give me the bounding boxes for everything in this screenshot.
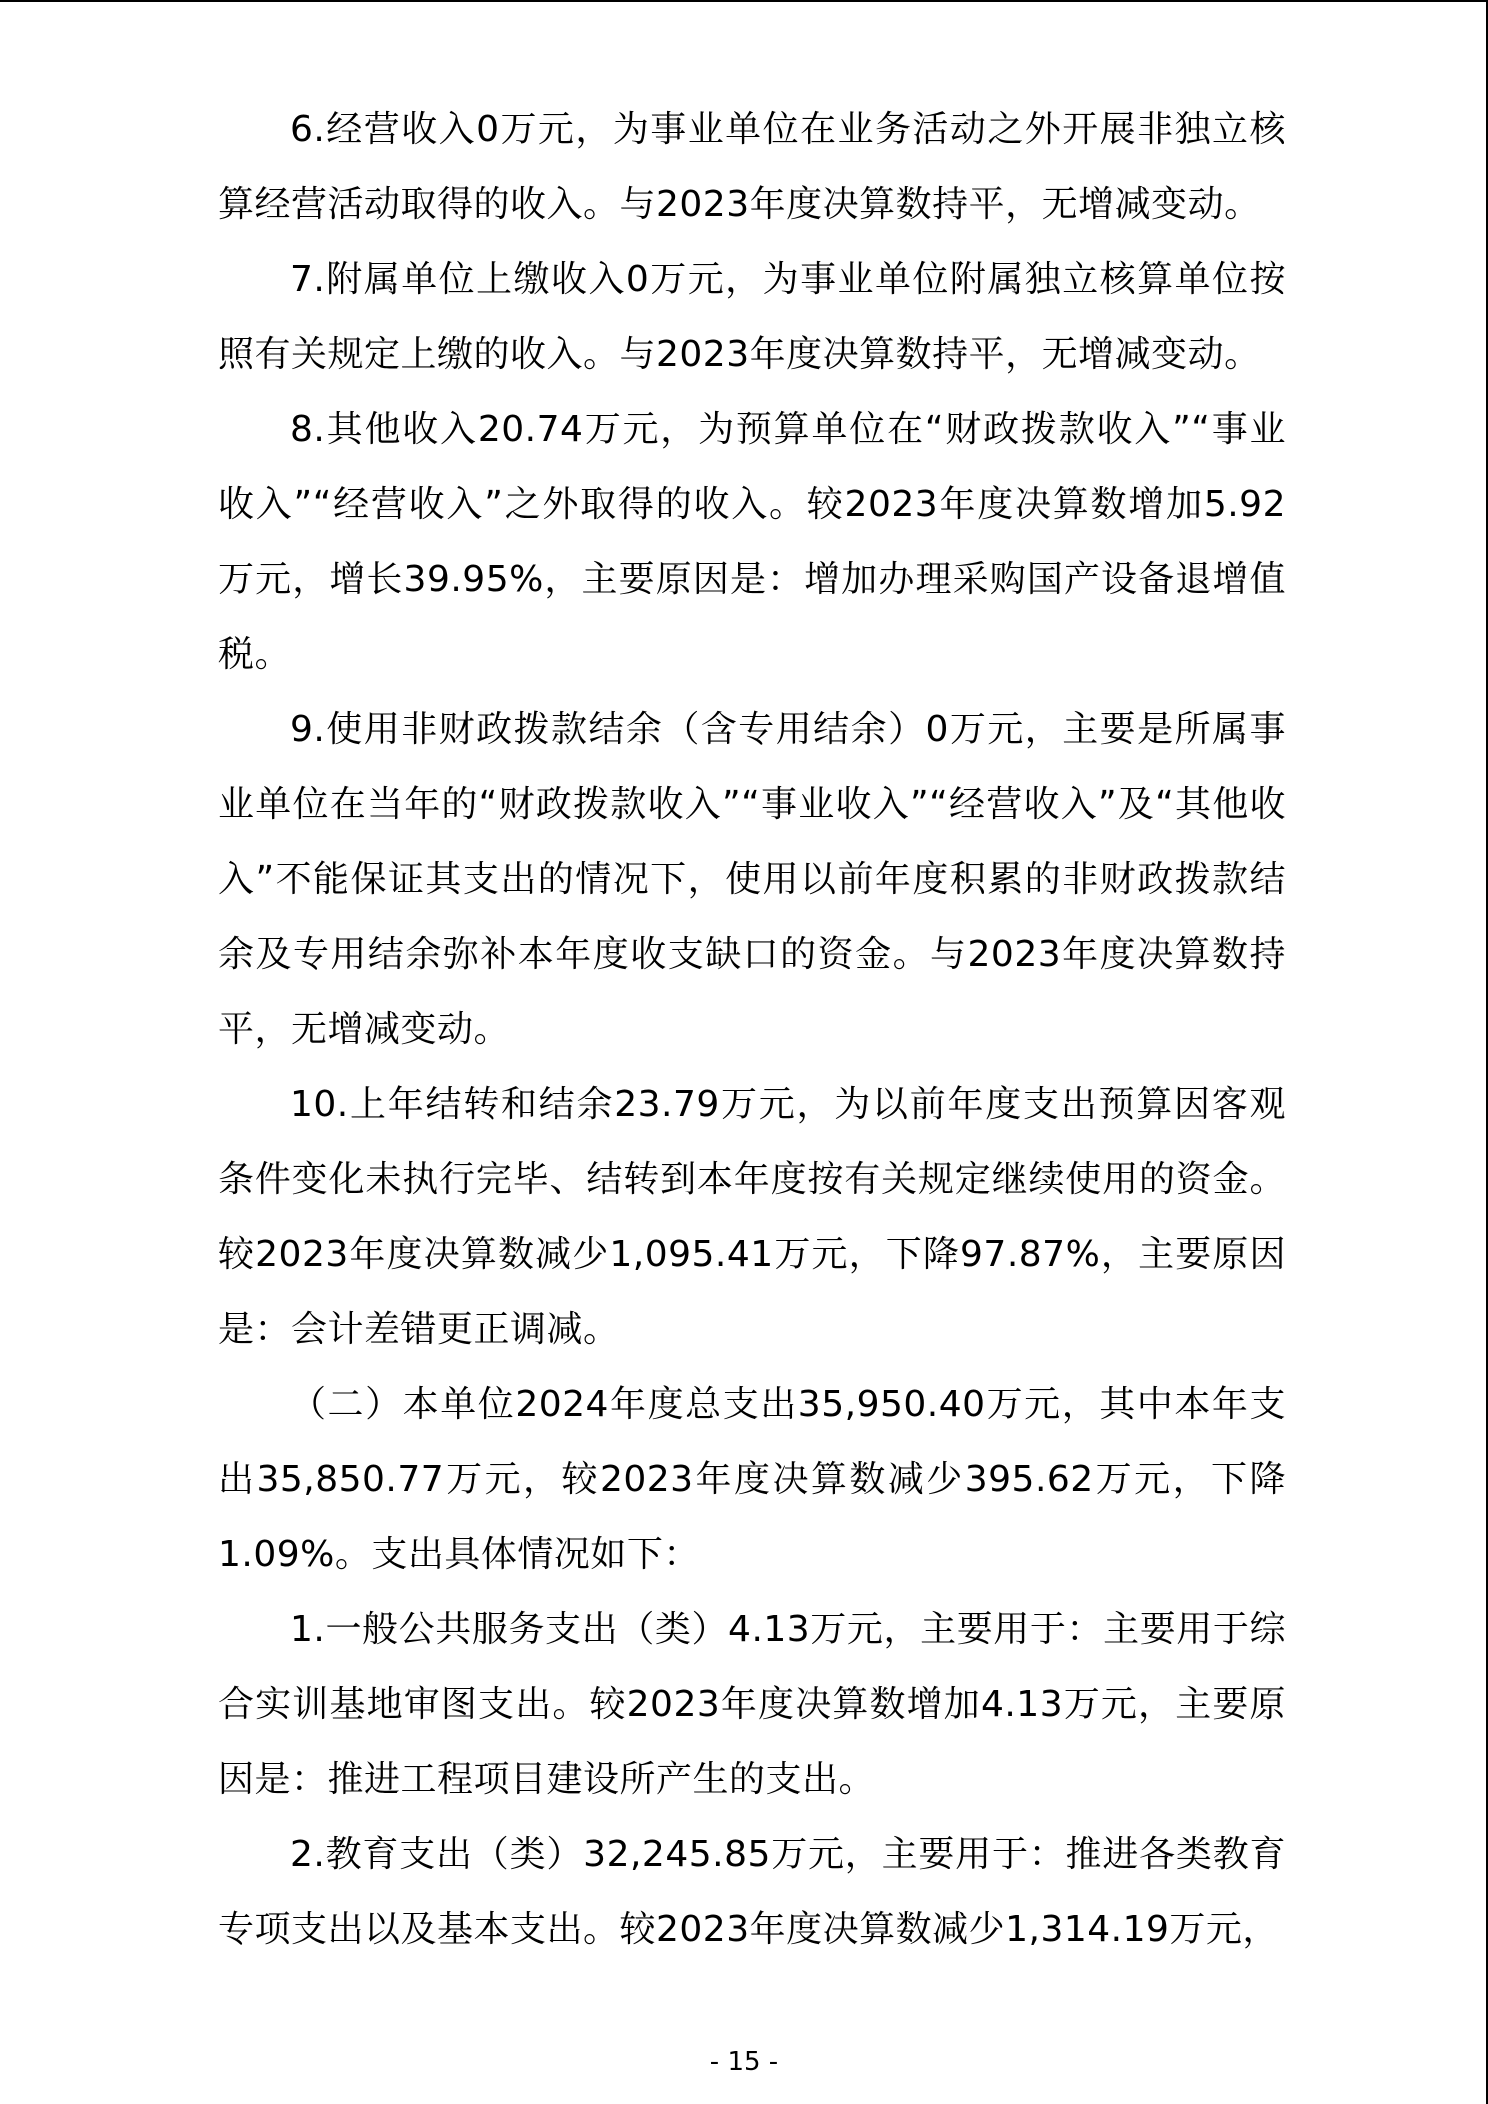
paragraph-operating-income: 6.经营收入0万元，为事业单位在业务活动之外开展非独立核算经营活动取得的收入。与2023年度决算数持平，无增减变动。 — [218, 109, 1286, 225]
paragraph-prior-year-carryover: 10.上年结转和结余23.79万元，为以前年度支出预算因客观条件变化未执行完毕、结转到本年度按有关规定继续使用的资金。较2023年度决算数减少1,095.41万元，下降97.87%，主要原因是：会计差错更正调减。 — [218, 1084, 1286, 1350]
page-number: - 15 - — [709, 2047, 779, 2077]
paragraph-affiliate-income: 7.附属单位上缴收入0万元，为事业单位附属独立核算单位按照有关规定上缴的收入。与2023年度决算数持平，无增减变动。 — [218, 259, 1286, 375]
paragraph-total-expenditure: （二）本单位2024年度总支出35,950.40万元，其中本年支出35,850.77万元，较2023年度决算数减少395.62万元，下降1.09%。支出具体情况如下： — [218, 1384, 1286, 1575]
paragraph-non-fiscal-balance: 9.使用非财政拨款结余（含专用结余）0万元，主要是所属事业单位在当年的“财政拨款收入”“事业收入”“经营收入”及“其他收入”不能保证其支出的情况下，使用以前年度积累的非财政拨款结余及专用结余弥补本年度收支缺口的资金。与2023年度决算数持平，无增减变动。 — [218, 709, 1286, 1050]
paragraph-general-public-services: 1.一般公共服务支出（类）4.13万元，主要用于：主要用于综合实训基地审图支出。较2023年度决算数增加4.13万元，主要原因是：推进工程项目建设所产生的支出。 — [218, 1609, 1286, 1800]
paragraph-other-income: 8.其他收入20.74万元，为预算单位在“财政拨款收入”“事业收入”“经营收入”之外取得的收入。较2023年度决算数增加5.92万元，增长39.95%，主要原因是：增加办理采购国产设备退增值税。 — [218, 409, 1286, 675]
page-border-top — [0, 0, 1488, 2]
paragraph-education-expenditure: 2.教育支出（类）32,245.85万元，主要用于：推进各类教育专项支出以及基本支出。较2023年度决算数减少1,314.19万元， — [218, 1834, 1286, 1950]
document-body — [218, 92, 1286, 1967]
